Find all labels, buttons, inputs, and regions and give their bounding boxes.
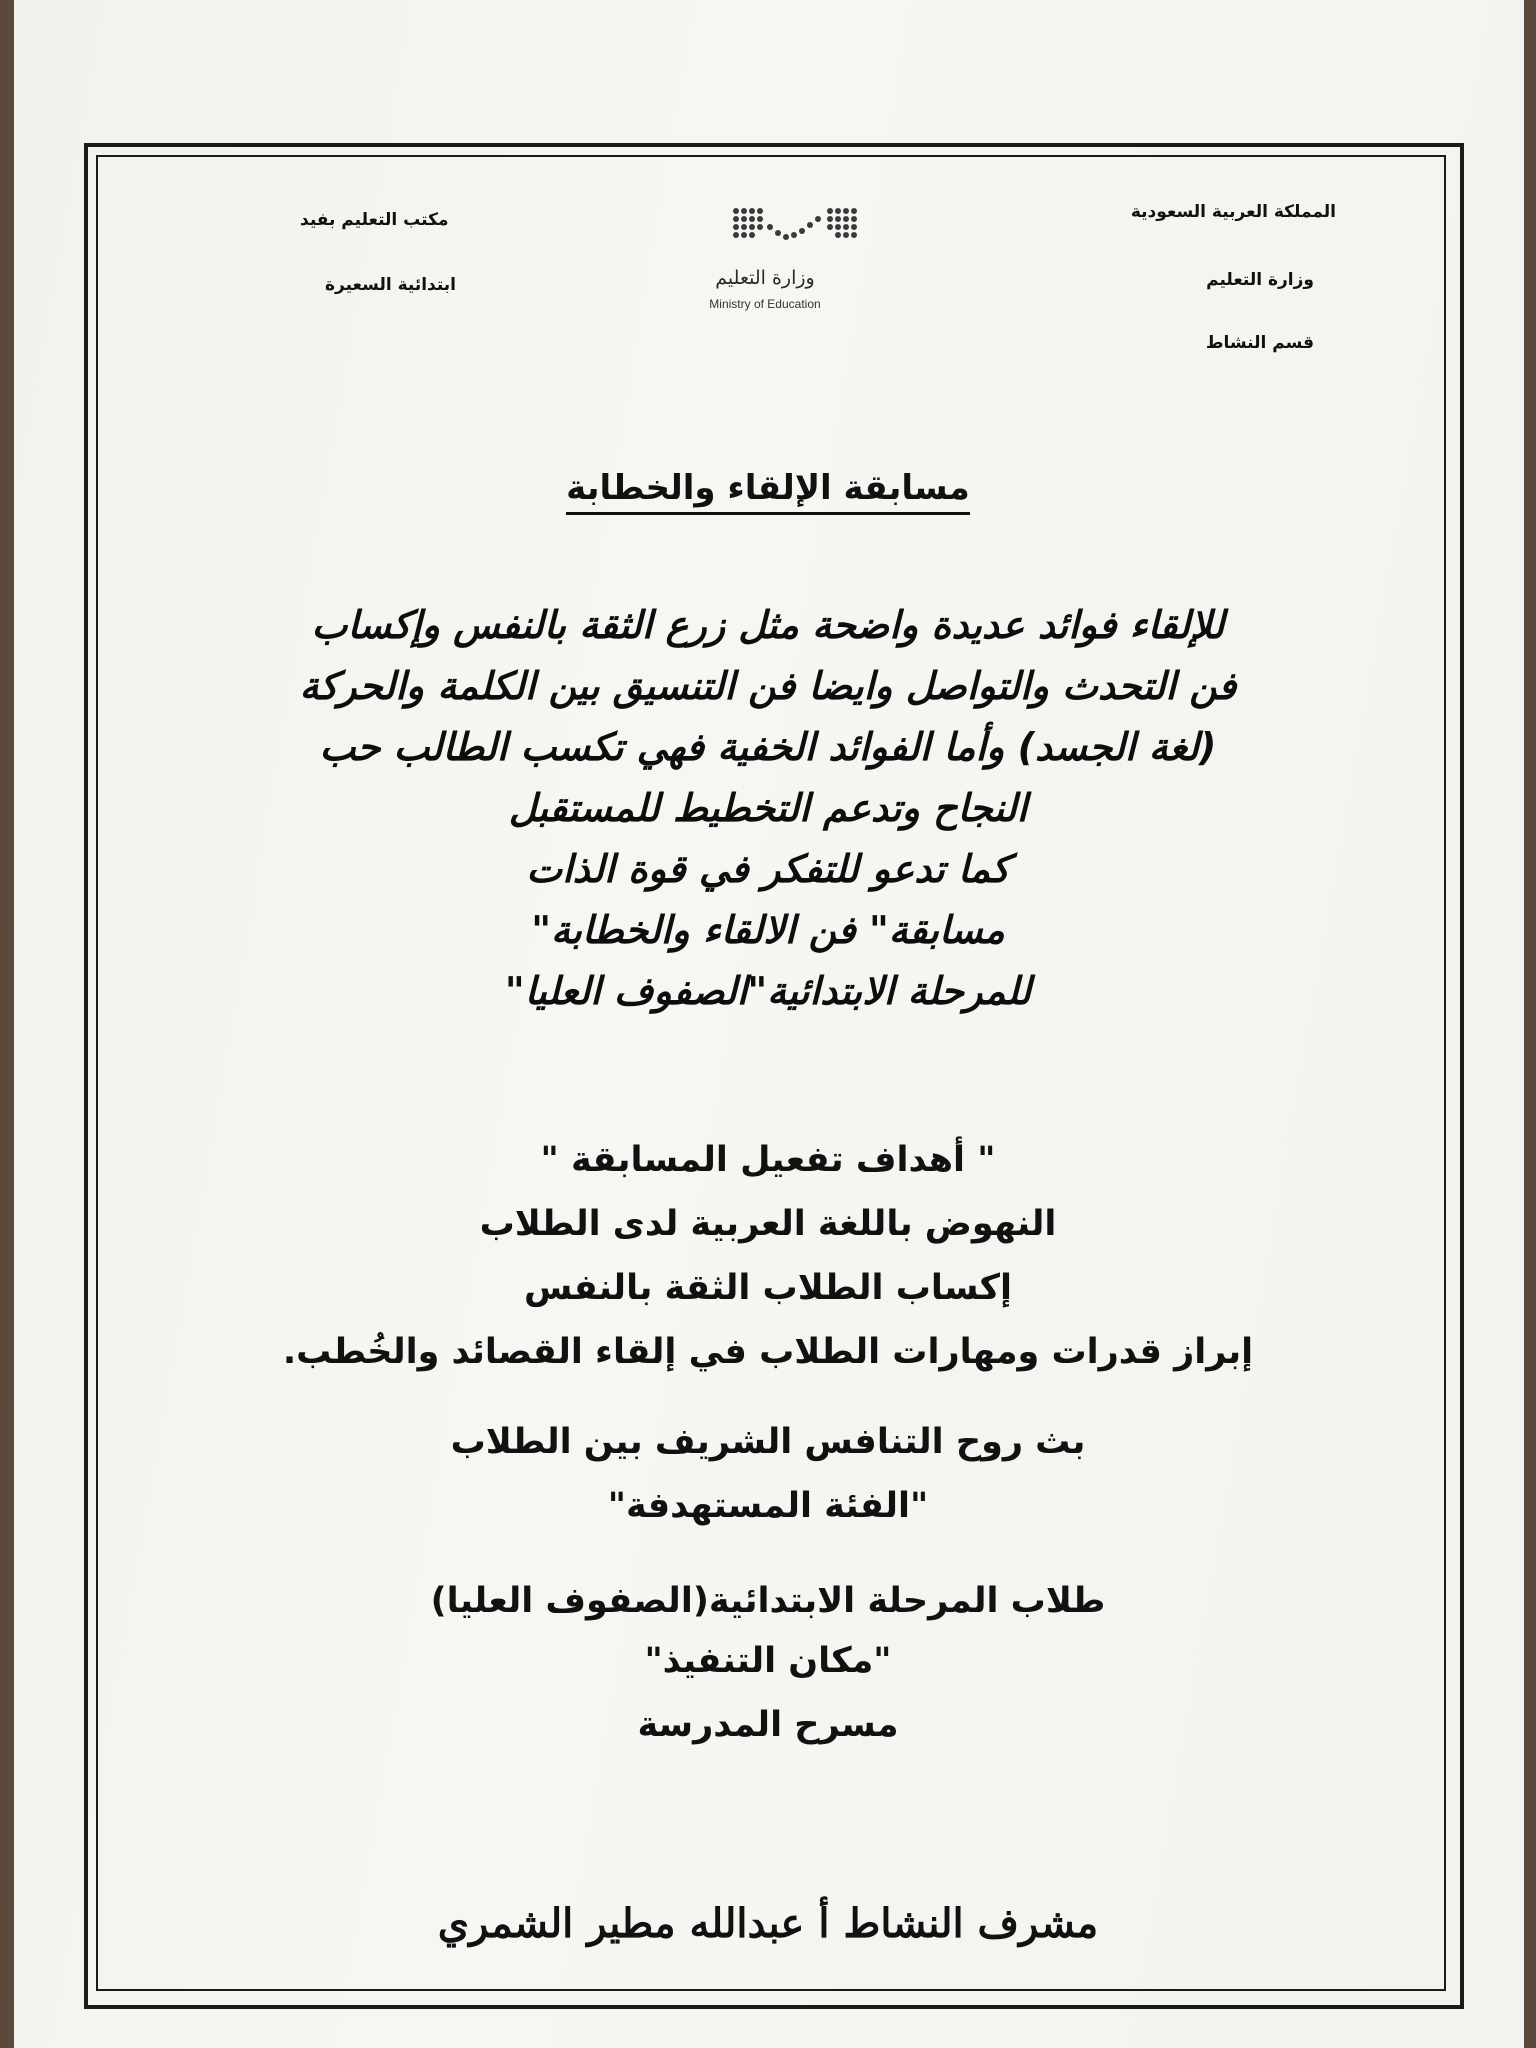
target-heading: "الفئة المستهدفة" (607, 1486, 929, 1526)
intro-line: فن التحدث والتواصل وايضا فن التنسيق بين الكلمة والحركة (299, 664, 1237, 708)
goal-item: إكساب الطلاب الثقة بالنفس (523, 1268, 1013, 1308)
header-department: قسم النشاط (1205, 333, 1314, 353)
ministry-logo-english: Ministry of Education (709, 297, 821, 311)
ministry-logo (660, 205, 870, 315)
intro-line: النجاح وتدعم التخطيط للمستقبل (508, 786, 1028, 830)
goals-heading: " أهداف تفعيل المسابقة " (540, 1140, 996, 1180)
page-title (0, 468, 1536, 508)
goal-item: النهوض باللغة العربية لدى الطلاب (479, 1204, 1057, 1244)
header-country: المملكة العربية السعودية (1130, 202, 1336, 222)
intro-line: كما تدعو للتفكر في قوة الذات (526, 847, 1010, 891)
header-ministry: وزارة التعليم (1206, 270, 1314, 290)
goal-item: بث روح التنافس الشريف بين الطلاب (450, 1422, 1086, 1462)
header-office: مكتب التعليم بفيد (300, 210, 449, 230)
intro-line: مسابقة" فن الالقاء والخطابة" (531, 908, 1005, 952)
page-title-text: مسابقة الإلقاء والخطابة (566, 468, 970, 515)
intro-line: للإلقاء فوائد عديدة واضحة مثل زرع الثقة بالنفس وإكساب (311, 603, 1225, 647)
goals-section (150, 1140, 1386, 1769)
ministry-logo-arabic: وزارة التعليم (715, 267, 815, 289)
place-heading: "مكان التنفيذ" (644, 1641, 892, 1681)
supervisor-signature: مشرف النشاط أ عبدالله مطير الشمري (437, 1900, 1099, 1947)
goal-item: إبراز قدرات ومهارات الطلاب في إلقاء القصائد والخُطب. (282, 1332, 1254, 1372)
intro-line: للمرحلة الابتدائية"الصفوف العليا" (504, 969, 1032, 1013)
place-text: مسرح المدرسة (637, 1705, 899, 1745)
intro-paragraph (150, 595, 1386, 1022)
intro-line: (لغة الجسد) وأما الفوائد الخفية فهي تكسب الطالب حب (319, 725, 1217, 769)
ministry-logo-dots-icon (730, 205, 870, 247)
header-school: ابتدائية السعيرة (325, 275, 457, 295)
target-text: طلاب المرحلة الابتدائية(الصفوف العليا) (430, 1581, 1106, 1621)
